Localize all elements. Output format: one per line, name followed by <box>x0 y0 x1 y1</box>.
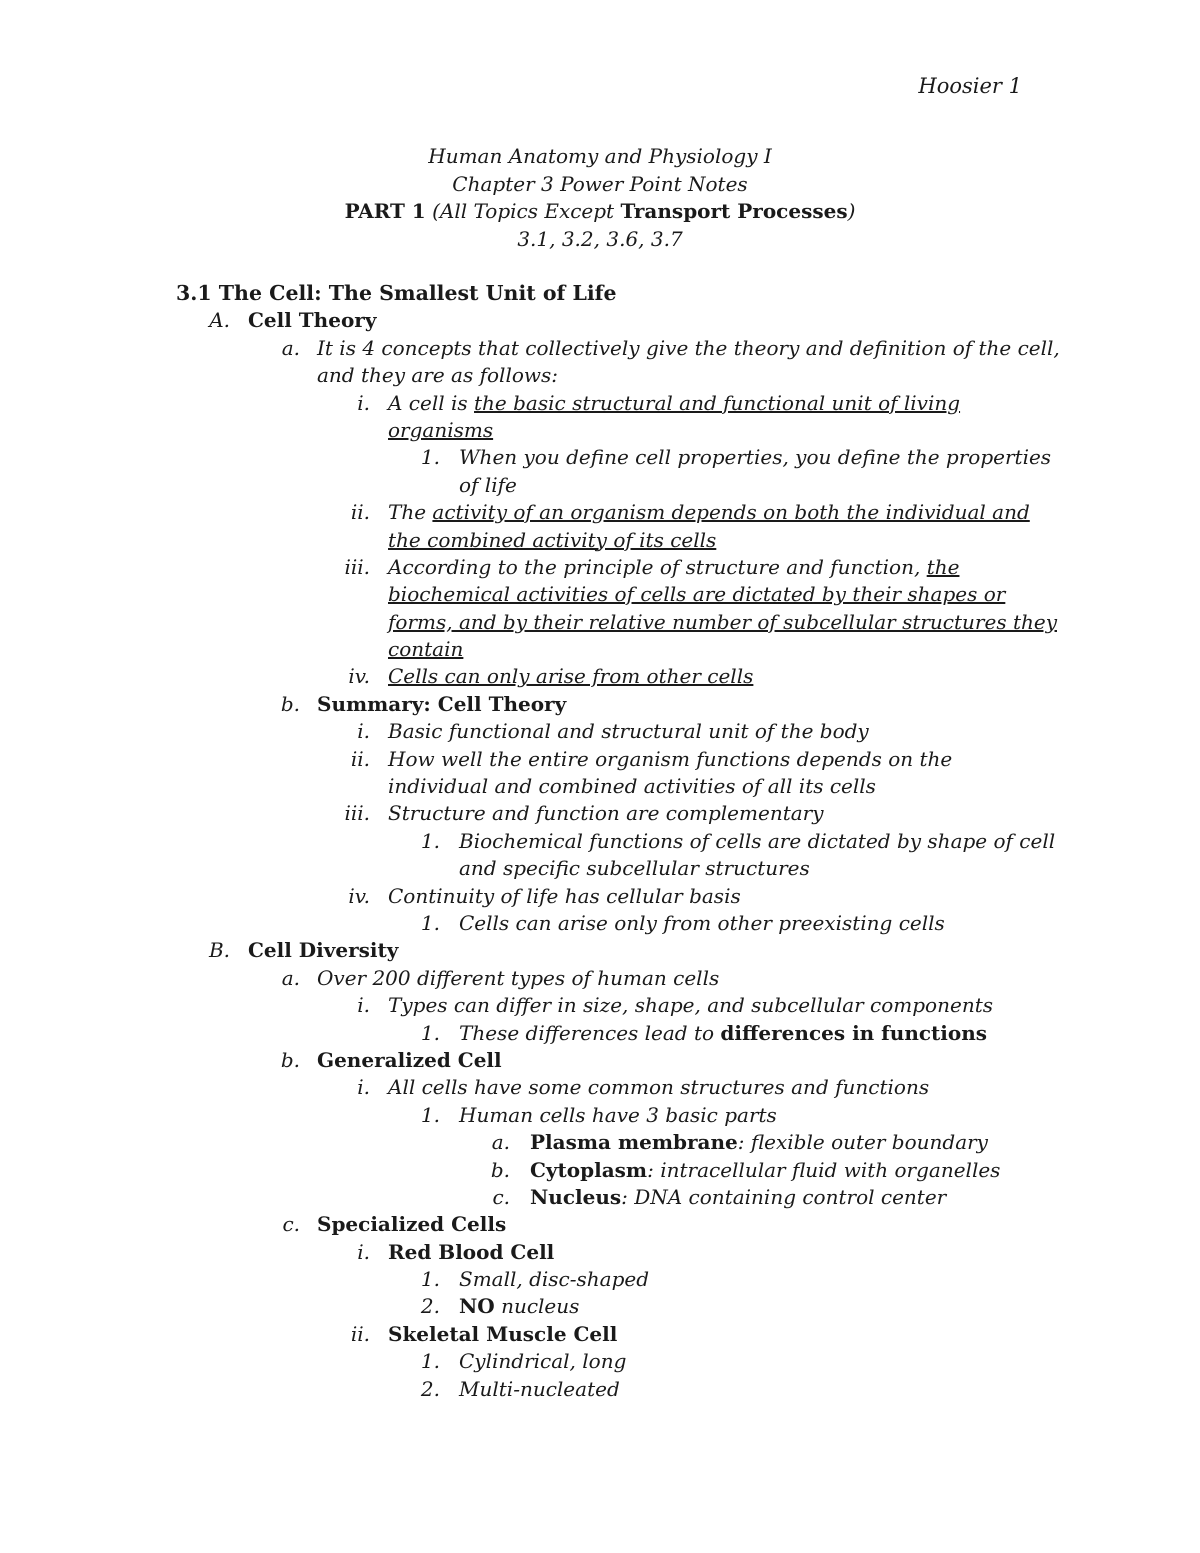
outline-heading: Skeletal Muscle Cell <box>388 1321 618 1346</box>
outline-item <box>0 1020 1200 1047</box>
outline-marker: ii. <box>350 1321 370 1346</box>
outline-text: Over 200 different types of human cells <box>317 965 720 990</box>
underlined-text: Cells can only arise from other cells <box>388 664 754 689</box>
outline-item <box>0 1211 1200 1238</box>
outline-marker: 1. <box>420 828 440 853</box>
underlined-text: forms, and by their relative number of subcellular structures they <box>388 609 1057 634</box>
outline-text: How well the entire organism functions depends on the <box>388 746 953 771</box>
outline-item <box>0 1129 1200 1156</box>
outline-continuation <box>0 773 1200 800</box>
outline-continuation <box>0 472 1200 499</box>
outline-text: It is 4 concepts that collectively give the theory and definition of the cell, <box>317 335 1060 360</box>
outline-item <box>0 1102 1200 1129</box>
outline-continuation <box>0 581 1200 608</box>
part-title <box>0 198 1200 226</box>
outline-text-prefix: According to the principle of structure and function, <box>388 554 921 579</box>
outline-marker: ii. <box>350 500 370 525</box>
outline-marker: 2. <box>420 1294 440 1319</box>
outline-continuation <box>0 417 1200 444</box>
outline-text-suffix: : DNA containing control center <box>621 1184 947 1209</box>
outline-item <box>0 554 1200 581</box>
outline-item <box>0 1184 1200 1211</box>
outline-text-prefix: A cell is <box>388 390 468 415</box>
bold-text: Nucleus <box>530 1184 622 1209</box>
part-topics-suffix: ) <box>847 199 856 223</box>
outline-item <box>0 1239 1200 1266</box>
outline-text: Human cells have 3 basic parts <box>459 1102 777 1127</box>
outline-text: Cells can arise only from other preexisting cells <box>459 910 945 935</box>
outline-item <box>0 663 1200 690</box>
outline-heading: Generalized Cell <box>317 1047 502 1072</box>
outline-continuation <box>0 609 1200 636</box>
outline-text: Multi-nucleated <box>459 1376 620 1401</box>
outline-item <box>0 746 1200 773</box>
outline-text: When you define cell properties, you define the properties <box>459 445 1052 470</box>
outline-text <box>388 499 1030 526</box>
outline-item <box>0 883 1200 910</box>
section-heading: 3.1 The Cell: The Smallest Unit of Life <box>176 281 617 305</box>
outline-item <box>0 1376 1200 1403</box>
outline-text-suffix: : flexible outer boundary <box>737 1130 988 1155</box>
outline-item <box>0 499 1200 526</box>
notes-outline <box>0 280 1200 1403</box>
outline-continuation <box>0 636 1200 663</box>
outline-marker: ii. <box>350 746 370 771</box>
bold-text: Cytoplasm <box>530 1157 648 1182</box>
outline-item <box>0 390 1200 417</box>
chapter-title: Chapter 3 Power Point Notes <box>452 171 748 196</box>
outline-marker: i. <box>357 390 370 415</box>
outline-marker: c. <box>282 1212 300 1237</box>
outline-marker: 2. <box>420 1376 440 1401</box>
outline-item <box>0 1157 1200 1184</box>
outline-marker: i. <box>357 1239 370 1264</box>
outline-item <box>0 1321 1200 1348</box>
outline-item <box>0 910 1200 937</box>
outline-text: Structure and function are complementary <box>388 801 824 826</box>
part-label: PART 1 <box>344 199 426 223</box>
outline-marker: a. <box>281 335 300 360</box>
outline-item <box>0 828 1200 855</box>
outline-item <box>0 965 1200 992</box>
outline-marker: i. <box>357 719 370 744</box>
outline-text: Biochemical functions of cells are dictated by shape of cell <box>459 828 1056 853</box>
outline-text: individual and combined activities of all its cells <box>388 774 876 799</box>
outline-text <box>388 390 960 417</box>
outline-text: Small, disc-shaped <box>459 1267 650 1292</box>
outline-text: of life <box>459 472 517 497</box>
outline-text <box>388 554 959 581</box>
outline-text <box>530 1157 1000 1184</box>
outline-text: All cells have some common structures and functions <box>388 1075 930 1100</box>
outline-marker: iii. <box>344 801 370 826</box>
outline-item <box>0 800 1200 827</box>
outline-marker: 1. <box>420 1267 440 1292</box>
part-topics-prefix: (All Topics Except <box>432 199 615 223</box>
outline-item <box>0 444 1200 471</box>
outline-marker: b. <box>280 691 300 716</box>
outline-continuation <box>0 527 1200 554</box>
underlined-text: the <box>926 554 960 579</box>
outline-text: and specific subcellular structures <box>459 856 810 881</box>
outline-marker: a. <box>281 965 300 990</box>
outline-heading: Specialized Cells <box>317 1212 507 1237</box>
outline-item <box>0 335 1200 362</box>
outline-text-prefix: These differences lead to <box>459 1020 715 1045</box>
outline-text <box>530 1184 946 1211</box>
outline-marker: iv. <box>348 664 370 689</box>
outline-heading: Cell Diversity <box>248 938 399 963</box>
underlined-text: contain <box>388 637 464 662</box>
underlined-text: biochemical activities of cells are dictated by their shapes or <box>388 582 1006 607</box>
outline-item <box>0 1074 1200 1101</box>
outline-text-suffix: : intracellular fluid with organelles <box>647 1157 1001 1182</box>
outline-text: Cylindrical, long <box>459 1349 627 1374</box>
outline-marker: A. <box>209 308 230 333</box>
section-heading-line <box>0 280 1200 307</box>
outline-marker: iii. <box>344 554 370 579</box>
outline-marker: a. <box>491 1130 510 1155</box>
bold-text: NO <box>459 1294 495 1319</box>
outline-marker: b. <box>280 1047 300 1072</box>
outline-text-suffix: nucleus <box>501 1294 580 1319</box>
outline-text: Basic functional and structural unit of the body <box>388 719 869 744</box>
course-title: Human Anatomy and Physiology I <box>428 144 772 168</box>
outline-text <box>530 1129 988 1156</box>
outline-text: Types can differ in size, shape, and subcellular components <box>388 993 993 1018</box>
outline-item <box>0 691 1200 718</box>
outline-heading: Summary: Cell Theory <box>317 691 567 716</box>
outline-item <box>0 307 1200 334</box>
outline-marker: b. <box>490 1157 510 1182</box>
outline-item <box>0 1047 1200 1074</box>
outline-heading: Cell Theory <box>248 308 377 333</box>
outline-marker: B. <box>208 938 230 963</box>
outline-item <box>0 992 1200 1019</box>
outline-text: Continuity of life has cellular basis <box>388 883 741 908</box>
section-list: 3.1, 3.2, 3.6, 3.7 <box>517 226 683 251</box>
outline-text: and they are as follows: <box>317 363 558 388</box>
underlined-text: the basic structural and functional unit of living <box>474 390 961 415</box>
outline-marker: 1. <box>420 1020 440 1045</box>
outline-item <box>0 718 1200 745</box>
outline-marker: iv. <box>348 883 370 908</box>
outline-marker: 1. <box>420 1102 440 1127</box>
outline-marker: 1. <box>420 1349 440 1374</box>
underlined-text: activity of an organism depends on both the individual and <box>432 500 1030 525</box>
outline-item <box>0 937 1200 964</box>
outline-continuation <box>0 855 1200 882</box>
outline-marker: i. <box>357 993 370 1018</box>
outline-marker: i. <box>357 1075 370 1100</box>
underlined-text: organisms <box>388 417 494 442</box>
part-topics-bold: Transport Processes <box>620 199 848 223</box>
outline-item <box>0 1348 1200 1375</box>
outline-text <box>459 1020 987 1047</box>
page-header: Hoosier 1 <box>918 74 1022 98</box>
outline-text-prefix: The <box>388 500 427 525</box>
title-block <box>0 143 1200 253</box>
outline-item <box>0 1293 1200 1320</box>
outline-marker: 1. <box>420 910 440 935</box>
outline-heading: Red Blood Cell <box>388 1239 555 1264</box>
bold-text: Plasma membrane <box>530 1130 738 1155</box>
outline-text <box>459 1293 579 1320</box>
outline-item <box>0 1266 1200 1293</box>
underlined-text: the combined activity of its cells <box>388 527 717 552</box>
bold-text: differences in functions <box>720 1020 988 1045</box>
outline-marker: 1. <box>420 445 440 470</box>
outline-marker: c. <box>492 1184 510 1209</box>
outline-continuation <box>0 362 1200 389</box>
